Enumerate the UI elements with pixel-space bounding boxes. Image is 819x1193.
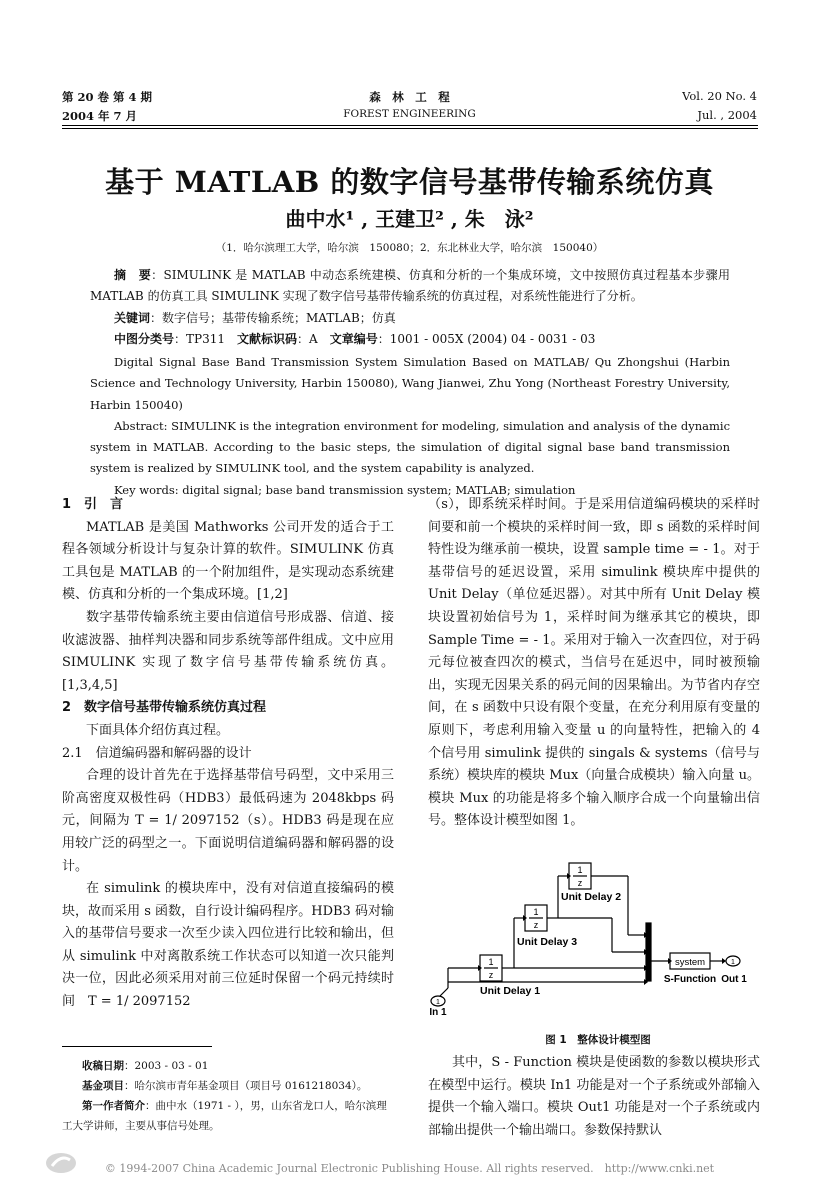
journal-name-en: FOREST ENGINEERING <box>343 108 476 120</box>
unit-delay-2-label: Unit Delay 2 <box>561 891 622 903</box>
subsection-2-1-heading: 2.1 信道编码器和解码器的设计 <box>62 745 252 761</box>
paragraph: 其中，S - Function 模块是使函数的参数以模块形式在模型中运行。模块 In1 功能是对一个子系统或外部输入提供一个输入端口。模块 Out1 功能是对一个子系统或内部输出提供一个输出端口。参数保持默认 <box>428 1055 760 1138</box>
out1-port-num: 1 <box>731 959 735 966</box>
ud2-num: 1 <box>577 865 583 875</box>
english-keywords: Key words: digital signal; base band transmission system; MATLAB; simulation <box>114 482 576 497</box>
english-title-line: Digital Signal Base Band Transmission System Simulation Based on MATLAB/ Qu Zhongshui (Harbin Science and Technology University, Harbin 150080), Wang Jianwei, Zhu Yong (Northeast Forestry University, Harbin 150040) <box>90 355 730 412</box>
fund-project: 基金项目：哈尔滨市青年基金项目（项目号 0161218034）。 <box>82 1080 368 1092</box>
section-2-heading: 2 数字信号基带传输系统仿真过程 <box>62 700 267 716</box>
journal-name-cn: 森 林 工 程 <box>369 90 450 104</box>
s-function-label: S-Function <box>663 974 717 985</box>
abstract-block <box>90 265 730 350</box>
paper-affiliation: （1．哈尔滨理工大学，哈尔滨 150080；2．东北林业大学，哈尔滨 150040） <box>215 242 604 254</box>
journal-volume: 第 20 卷 第 4 期 <box>62 90 153 104</box>
journal-date: 2004 年 7 月 <box>62 109 138 123</box>
journal-date-en: Jul. , 2004 <box>697 108 757 122</box>
ud1-den: z <box>488 970 494 980</box>
header-rule <box>62 125 758 126</box>
header-rule-2 <box>62 128 758 129</box>
left-column <box>62 494 394 1014</box>
system-label: system <box>674 957 706 968</box>
paragraph: 下面具体介绍仿真过程。 <box>86 722 230 738</box>
unit-delay-3-label: Unit Delay 3 <box>517 936 578 948</box>
first-author-bio: 第一作者简介：曲中水（1971 - ），男，山东省龙口人，哈尔滨理工大学讲师，主要从事信号处理。 <box>62 1100 387 1132</box>
paragraph: 合理的设计首先在于选择基带信号码型，文中采用三阶高密度双极性码（HDB3）最低码速为 2048kbps 码元，间隔为 T = 1/ 2097152（s）。HDB3 码是现在应用较广泛的码型之一。下面说明信道编码器和解码器的设计。 <box>62 768 394 874</box>
classification: 中图分类号：TP311 文献标识码：A 文章编号：1001 - 005X (2004) 04 - 0031 - 03 <box>114 331 596 346</box>
footnote-rule <box>62 1046 212 1047</box>
english-block <box>90 352 730 501</box>
unit-delay-1-label: Unit Delay 1 <box>480 985 541 997</box>
section-1-heading: 1 引 言 <box>62 497 124 512</box>
paragraph: 数字基带传输系统主要由信道信号形成器、信道、接收滤波器、抽样判决器和同步系统等部件组成。文中应用 SIMULINK 实现了数字信号基带传输系统仿真。[1,3,4,5] <box>62 609 394 693</box>
right-column-bottom <box>428 1052 760 1142</box>
in1-label: In 1 <box>429 1007 447 1018</box>
ud3-den: z <box>533 920 539 930</box>
figure-1-caption: 图 1 整体设计模型图 <box>545 1034 651 1046</box>
paragraph: MATLAB 是美国 Mathworks 公司开发的适合于工程各领域分析设计与复杂计算的软件。SIMULINK 仿真工具包是 MATLAB 的一个附加组件，是实现动态系统建模、仿真和分析的一个集成环境。[1,2] <box>62 519 394 603</box>
ud3-num: 1 <box>533 907 539 917</box>
abstract-cn: 摘 要：SIMULINK 是 MATLAB 中动态系统建模、仿真和分析的一个集成环境，文中按照仿真过程基本步骤用 MATLAB 的仿真工具 SIMULINK 实现了数字信号基带传输系统的仿真过程，对系统性能进行了分析。 <box>90 268 730 304</box>
paper-title: 基于 MATLAB 的数字信号基带传输系统仿真 <box>105 165 714 199</box>
out1-label: Out 1 <box>721 974 747 985</box>
footnotes <box>62 1056 397 1136</box>
in1-port-num: 1 <box>436 999 440 1006</box>
keywords-cn: 关键词：数字信号；基带传输系统；MATLAB；仿真 <box>114 310 396 325</box>
paragraph: 在 simulink 的模块库中，没有对信道直接编码的模块，故而采用 s 函数，自行设计编码程序。HDB3 码对输入的基带信号要求一次至少读入四位进行比较和输出，但从 simulink 中对离散系统工作状态可以知道一次只能判决一位，因此必须采用对前三位延时保留一个码元持续时间 T = 1/ 2097152 <box>62 881 394 1010</box>
ud2-den: z <box>577 878 583 888</box>
english-abstract: Abstract: SIMULINK is the integration environment for modeling, simulation and analysis of the dynamic system in MATLAB. According to the basic steps, the simulation of digital signal base band transmission system is realized by SIMULINK tool, and the system capability is analyzed. <box>90 418 731 476</box>
figure-1-diagram <box>428 855 768 1025</box>
paper-authors: 曲中水¹ , 王建卫² , 朱 泳² <box>285 207 534 231</box>
journal-volume-en: Vol. 20 No. 4 <box>682 89 757 103</box>
ud1-num: 1 <box>488 957 494 967</box>
right-column-top <box>428 494 760 833</box>
paragraph: （s），即系统采样时间。于是采用信道编码模块的采样时间要和前一个模块的采样时间一致，即 s 函数的采样时间特性设为继承前一模块，设置 sample time = - 1。对于基带信号的延迟设置，采用 simulink 模块库中提供的 Unit Delay（单位延迟器）。对其中所有 Unit Delay 模块设置初始信号为 1，采样时间为继承其它的模块，即 Sample Time = - 1。采用对于输入一次查四位，对于码元每位被查四次的模式，当信号在延迟中，同时被预输出，实现无因果关系的码元间的因果输出。为节省内存空间，在 s 函数中只设有限个变量，在充分利用原有变量的原则下，考虑利用输入变量 u 的向量特性，把输入的 4 个信号用 simulink 提供的 singals & systems（信号与系统）模块库的模块 Mux（向量合成模块）输入向量 u。模块 Mux 的功能是将多个输入顺序合成一个向量输出信号。整体设计模型如图 1。 <box>428 497 760 829</box>
received-date: 收稿日期：2003 - 03 - 01 <box>82 1060 209 1072</box>
copyright-footer: © 1994-2007 China Academic Journal Electronic Publishing House. All rights reserved. http://www.cnki.net <box>104 1162 715 1175</box>
